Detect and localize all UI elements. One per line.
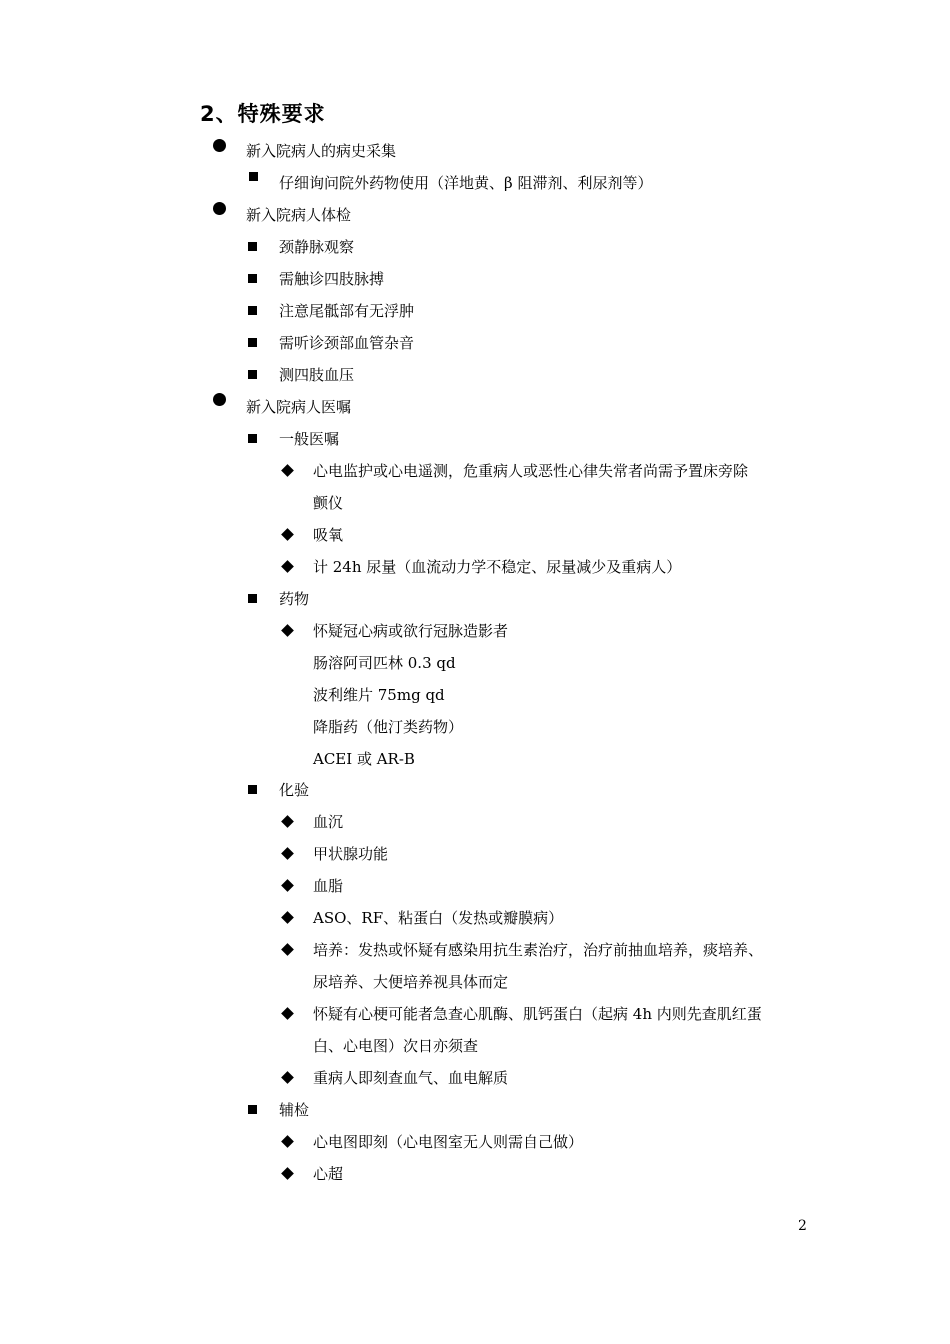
page-number: 2 [798, 1218, 807, 1234]
subsection-title-lab: 化验 [279, 781, 310, 799]
bullet-square-icon [248, 434, 257, 443]
list-item: 需听诊颈部血管杂音 [279, 334, 415, 352]
drug-line: 肠溶阿司匹林 0.3 qd [313, 654, 456, 672]
bullet-diamond-icon [281, 911, 294, 924]
drug-line: 波利维片 75mg qd [313, 686, 445, 704]
bullet-diamond-icon [281, 879, 294, 892]
drug-line: ACEI 或 AR-B [313, 750, 415, 768]
bullet-square-icon [248, 274, 257, 283]
list-item: 怀疑冠心病或欲行冠脉造影者 [313, 622, 509, 640]
list-item: 培养：发热或怀疑有感染用抗生素治疗，治疗前抽血培养，痰培养、 [313, 941, 764, 959]
bullet-square-icon [248, 785, 257, 794]
drug-line: 降脂药（他汀类药物） [313, 718, 464, 736]
list-item: 计 24h 尿量（血流动力学不稳定、尿量减少及重病人） [313, 558, 682, 576]
bullet-square-icon [248, 306, 257, 315]
list-item: 心电监护或心电遥测，危重病人或恶性心律失常者尚需予置床旁除 [313, 462, 749, 480]
list-item: ASO、RF、粘蛋白（发热或瓣膜病） [313, 909, 564, 927]
list-item: 测四肢血压 [279, 366, 355, 384]
section-heading: 2、特殊要求 [200, 102, 326, 126]
list-item: 重病人即刻查血气、血电解质 [313, 1069, 509, 1087]
list-item: 甲状腺功能 [313, 845, 389, 863]
bullet-diamond-icon [281, 528, 294, 541]
subsection-title-general: 一般医嘱 [279, 430, 340, 448]
list-item: 心超 [313, 1165, 344, 1183]
list-item: 需触诊四肢脉搏 [279, 270, 385, 288]
bullet-square-icon [249, 172, 258, 181]
list-item-continuation: 颤仪 [313, 494, 344, 512]
bullet-dot-icon [213, 202, 226, 215]
bullet-diamond-icon [281, 560, 294, 573]
bullet-diamond-icon [281, 1007, 294, 1020]
list-item: 心电图即刻（心电图室无人则需自己做） [313, 1133, 584, 1151]
list-item-continuation: 白、心电图）次日亦须查 [313, 1037, 479, 1055]
bullet-diamond-icon [281, 624, 294, 637]
bullet-square-icon [248, 370, 257, 379]
bullet-diamond-icon [281, 1135, 294, 1148]
list-item: 血沉 [313, 813, 344, 831]
bullet-square-icon [248, 594, 257, 603]
bullet-square-icon [248, 338, 257, 347]
bullet-diamond-icon [281, 464, 294, 477]
list-item-continuation: 尿培养、大便培养视具体而定 [313, 973, 509, 991]
bullet-square-icon [248, 1105, 257, 1114]
bullet-dot-icon [213, 139, 226, 152]
subsection-title-aux: 辅检 [279, 1101, 310, 1119]
list-item: 血脂 [313, 877, 344, 895]
bullet-diamond-icon [281, 815, 294, 828]
section-title-history: 新入院病人的病史采集 [246, 142, 397, 160]
bullet-dot-icon [213, 393, 226, 406]
bullet-square-icon [248, 242, 257, 251]
bullet-diamond-icon [281, 847, 294, 860]
subsection-title-drugs: 药物 [279, 590, 310, 608]
section-title-orders: 新入院病人医嘱 [246, 398, 352, 416]
list-item: 怀疑有心梗可能者急查心肌酶、肌钙蛋白（起病 4h 内则先查肌红蛋 [313, 1005, 762, 1023]
section-title-exam: 新入院病人体检 [246, 206, 352, 224]
list-item: 注意尾骶部有无浮肿 [279, 302, 415, 320]
list-item: 吸氧 [313, 526, 344, 544]
list-item: 颈静脉观察 [279, 238, 355, 256]
bullet-diamond-icon [281, 1071, 294, 1084]
list-item: 仔细询问院外药物使用（洋地黄、β 阻滞剂、利尿剂等） [279, 174, 653, 192]
bullet-diamond-icon [281, 943, 294, 956]
bullet-diamond-icon [281, 1167, 294, 1180]
